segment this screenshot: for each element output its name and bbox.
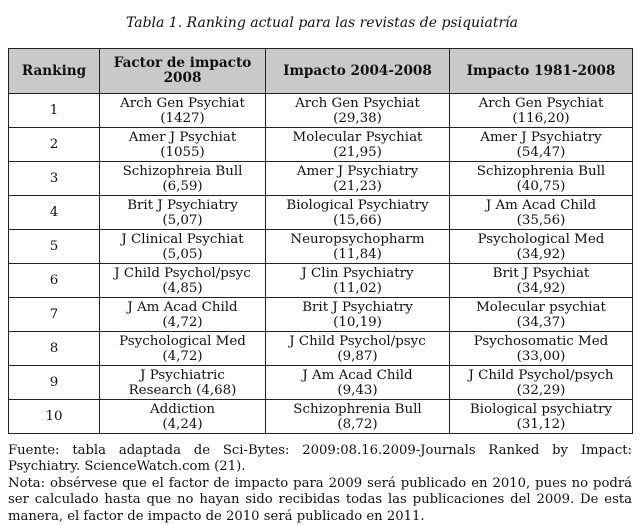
impact-value: (15,66) [333,212,382,228]
impact-value: (33,00) [516,348,566,364]
table-caption: Tabla 1. Ranking actual para las revistas de psiquiatría [125,15,519,31]
impact-value: (5,07) [162,212,203,228]
journal-name: Amer J Psychiat [128,129,237,145]
impact-value: (34,92) [516,280,566,296]
impact-value: (34,92) [516,246,566,262]
explanatory-note: Nota: obsérvese que el factor de impacto para 2009 será publicado en 2010, pues no podrá ser calculado hasta que no hayan sido recibidas todas las publicaciones del 2009. De esta manera, el factor de impacto de 2010 será publicado en 2011. [8,475,632,524]
impact-value: (4,24) [162,416,203,432]
rank-cell: 2 [9,128,100,162]
impact-value: (6,59) [162,178,203,194]
journal-name: J Child Psychol/psyc [289,333,426,349]
impact-value: (5,05) [162,246,203,262]
impact-1981-2008-cell [450,128,633,162]
impact-factor-2008-cell [100,196,266,230]
impact-value: (21,23) [333,178,382,194]
impact-2004-2008-cell [266,128,450,162]
impact-2004-2008-cell [266,298,450,332]
impact-value: (21,95) [333,144,382,160]
header-impact-factor-2008 [100,49,266,94]
impact-1981-2008-cell [450,196,633,230]
journal-name: Brit J Psychiatry [302,299,413,315]
header-impact-1981-2008-text: Impacto 1981-2008 [466,62,616,79]
impact-value: (34,37) [516,314,566,330]
rank-cell: 7 [9,298,100,332]
impact-value: (40,75) [516,178,566,194]
impact-value: (8,72) [337,416,378,432]
impact-value: (32,29) [516,382,566,398]
journal-name: J Am Acad Child [127,299,238,315]
table-row [9,332,633,366]
journal-name: Brit J Psychiat [492,265,590,281]
impact-value: Research (4,68) [128,382,237,398]
journal-name: J Clinical Psychiat [121,231,244,247]
impact-2004-2008-cell [266,196,450,230]
impact-value: (54,47) [516,144,566,160]
header-impact-factor-line1: Factor de impacto [113,55,252,71]
journal-name: Arch Gen Psychiat [120,95,245,111]
journal-name: J Child Psychol/psyc [114,265,251,281]
table-row [9,298,633,332]
table-row [9,196,633,230]
impact-value: (11,84) [333,246,382,262]
journal-name: Neuropsychopharm [290,231,425,247]
rank-cell: 4 [9,196,100,230]
header-ranking [9,49,100,94]
table-row [9,94,633,128]
header-row [9,49,633,94]
impact-factor-2008-cell [100,332,266,366]
rank-cell: 8 [9,332,100,366]
journal-name: Arch Gen Psychiat [295,95,420,111]
table-row [9,128,633,162]
impact-factor-2008-cell [100,264,266,298]
impact-value: (35,56) [516,212,566,228]
impact-2004-2008-cell [266,94,450,128]
journal-name: Addiction [150,401,215,417]
rank-cell: 9 [9,366,100,400]
impact-value: (9,87) [337,348,378,364]
impact-1981-2008-cell [450,162,633,196]
impact-factor-2008-cell [100,400,266,434]
journal-name: Molecular psychiat [476,299,606,315]
table-row [9,162,633,196]
impact-1981-2008-cell [450,298,633,332]
table-row [9,400,633,434]
journal-name: J Am Acad Child [485,197,597,213]
header-impact-2004-2008 [266,49,450,94]
rank-cell: 6 [9,264,100,298]
impact-1981-2008-cell [450,264,633,298]
journal-name: Molecular Psychiat [292,129,423,145]
journal-name: Schizophrenia Bull [293,401,422,417]
impact-value: (9,43) [337,382,378,398]
rank-cell: 3 [9,162,100,196]
journal-name: Schizophrenia Bull [476,163,606,179]
impact-value: (4,72) [162,348,203,364]
impact-factor-2008-cell [100,366,266,400]
header-impact-1981-2008 [450,49,633,94]
journal-name: J Child Psychol/psych [468,367,614,383]
journal-name: Schizophreia Bull [122,163,243,179]
header-impact-2004-2008-text: Impacto 2004-2008 [283,62,432,79]
journal-name: Brit J Psychiatry [127,197,238,213]
impact-value: (11,02) [333,280,382,296]
impact-value: (10,19) [333,314,382,330]
impact-value: (31,12) [516,416,566,432]
journal-name: Psychosomatic Med [473,333,609,349]
header-ranking-text: Ranking [21,62,87,79]
impact-1981-2008-cell [450,230,633,264]
table-row [9,366,633,400]
journal-name: Amer J Psychiatry [296,163,419,179]
source-note: Fuente: tabla adaptada de Sci-Bytes: 2009:08.16.2009-Journals Ranked by Impact: Psychiatry. ScienceWatch.com (21). [8,443,632,475]
rank-cell: 1 [9,94,100,128]
journal-name: Psychological Med [119,333,246,349]
journal-name: Arch Gen Psychiat [478,95,604,111]
impact-value: (116,20) [512,110,570,126]
impact-2004-2008-cell [266,366,450,400]
journal-name: Psychological Med [477,231,605,247]
ranking-table [8,48,633,434]
table-row [9,264,633,298]
impact-value: (1427) [160,110,205,126]
impact-2004-2008-cell [266,332,450,366]
impact-factor-2008-cell [100,298,266,332]
journal-name: Biological Psychiatry [286,197,429,213]
impact-value: (29,38) [333,110,382,126]
rank-cell: 5 [9,230,100,264]
impact-1981-2008-cell [450,94,633,128]
impact-1981-2008-cell [450,366,633,400]
impact-factor-2008-cell [100,94,266,128]
journal-name: J Psychiatric [140,367,225,383]
header-impact-factor-line2: 2008 [163,70,202,86]
table-row [9,230,633,264]
impact-value: (4,72) [162,314,203,330]
journal-name: Biological psychiatry [469,401,613,417]
table-notes [8,443,632,525]
impact-value: (4,85) [162,280,203,296]
rank-cell: 10 [9,400,100,434]
impact-value: (1055) [160,144,205,160]
impact-2004-2008-cell [266,230,450,264]
impact-factor-2008-cell [100,230,266,264]
impact-factor-2008-cell [100,162,266,196]
impact-2004-2008-cell [266,400,450,434]
impact-1981-2008-cell [450,332,633,366]
impact-2004-2008-cell [266,264,450,298]
journal-name: J Am Acad Child [302,367,413,383]
impact-2004-2008-cell [266,162,450,196]
impact-1981-2008-cell [450,400,633,434]
journal-name: J Clin Psychiatry [301,265,414,281]
impact-factor-2008-cell [100,128,266,162]
journal-name: Amer J Psychiatry [480,129,602,145]
